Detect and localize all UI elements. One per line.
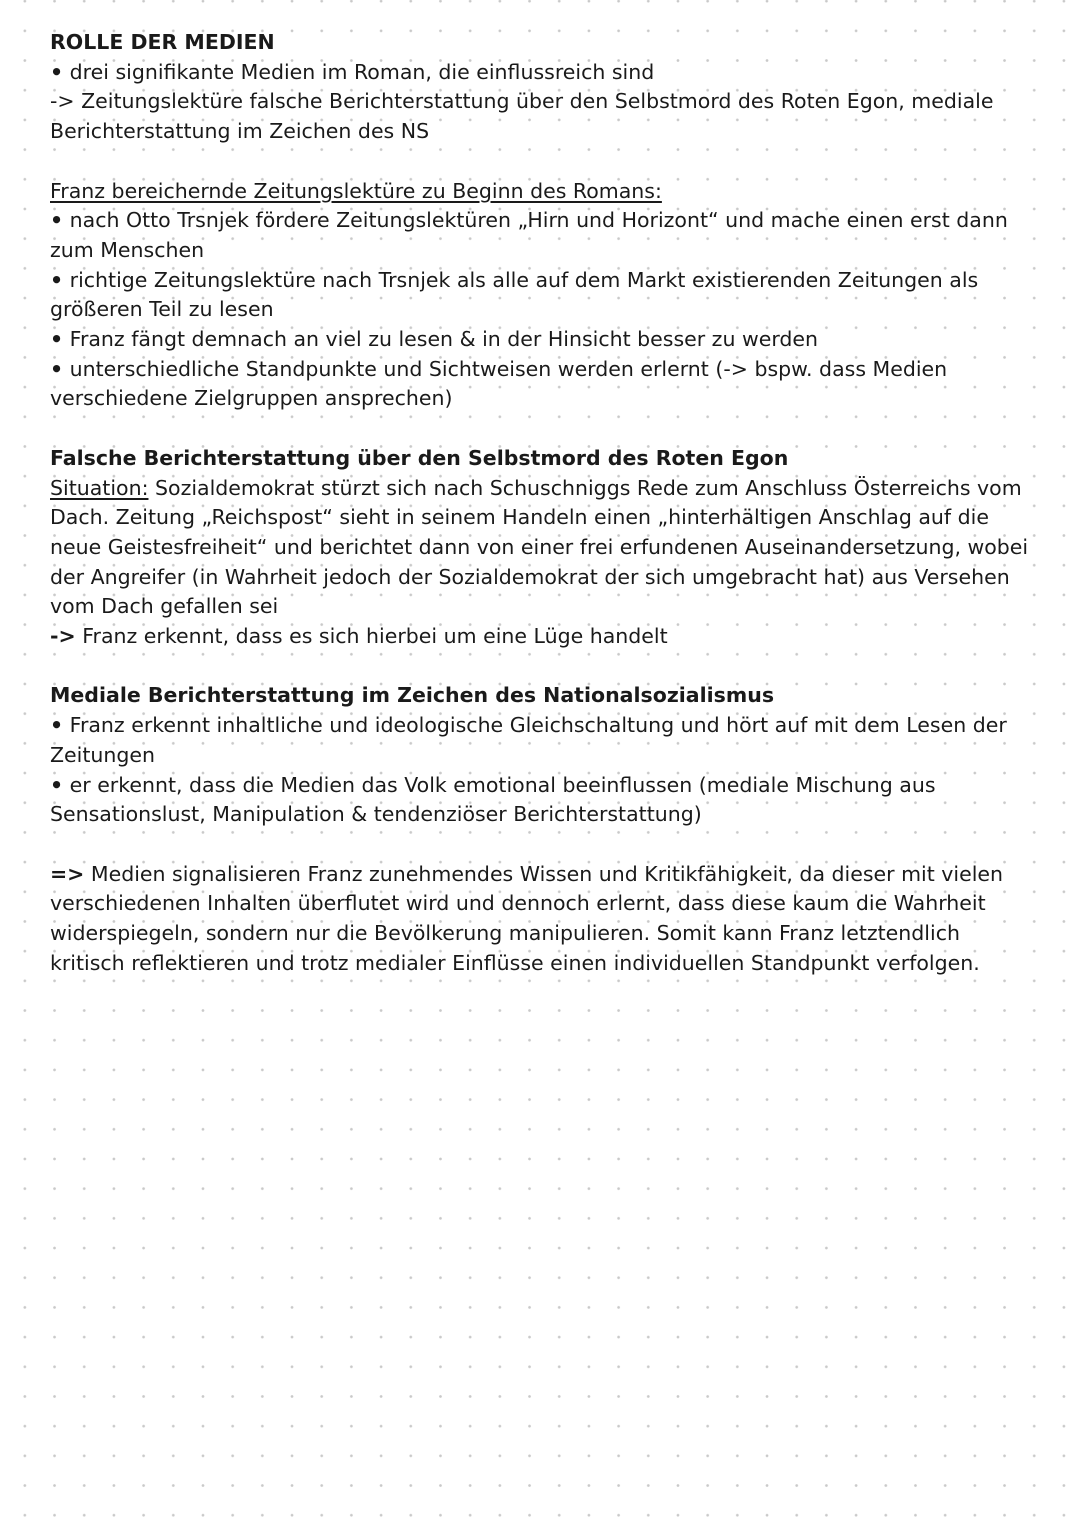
document-title: ROLLE DER MEDIEN <box>50 30 275 54</box>
summary-prefix: => <box>50 861 85 886</box>
intro-arrow-line <box>50 87 1040 146</box>
section3-bullet <box>50 711 1040 770</box>
bullet-dot: • <box>50 59 64 84</box>
section2-situation <box>50 474 1040 623</box>
intro-bullet <box>50 58 1040 88</box>
section1-bullet <box>50 266 1040 325</box>
intro-arrow-text: Zeitungslektüre falsche Berichterstattung über den Selbstmord des Roten Egon, mediale Berichterstattung im Zeichen des NS <box>50 89 994 144</box>
section1-bullet-text: nach Otto Trsnjek fördere Zeitungslektüren „Hirn und Horizont“ und mache einen erst dann zum Menschen <box>50 208 1008 262</box>
section1-bullet <box>50 325 1040 355</box>
bullet-dot: • <box>50 713 64 738</box>
situation-text: Sozialdemokrat stürzt sich nach Schuschniggs Rede zum Anschluss Österreichs vom Dach. Zeitung „Reichspost“ sieht in seinem Handeln einen „hinterhältigen Anschlag auf die neue Geistesfreiheit“ und berichtet dann von einer frei erfundenen Auseinandersetzung, wobei der Angreifer (in Wahrheit jedoch der Sozialdemokrat der sich umgebracht hat) aus Versehen vom Dach gefallen sei <box>50 475 1029 619</box>
spacer <box>50 147 1040 177</box>
section1-bullet <box>50 355 1040 414</box>
spacer <box>50 652 1040 682</box>
section1-bullet <box>50 206 1040 265</box>
bullet-dot: • <box>50 356 64 381</box>
bullet-dot: • <box>50 267 64 292</box>
arrow-prefix: -> <box>50 624 76 649</box>
section3-bullet-text: er erkennt, dass die Medien das Volk emotional beeinflussen (mediale Mischung aus Sensationslust, Manipulation & tendenziöser Berichterstattung) <box>50 772 936 827</box>
spacer <box>50 830 1040 860</box>
section2-conclusion <box>50 622 1040 652</box>
arrow-prefix: -> <box>50 89 75 114</box>
section1-heading: Franz bereichernde Zeitungslektüre zu Beginn des Romans: <box>50 178 662 203</box>
section1-bullet-text: unterschiedliche Standpunkte und Sichtweisen werden erlernt (-> bspw. dass Medien verschiedene Zielgruppen ansprechen) <box>50 356 948 411</box>
section3-bullet-text: Franz erkennt inhaltliche und ideologische Gleichschaltung und hört auf mit dem Lesen der Zeitungen <box>50 713 1007 767</box>
section1-bullet-text: richtige Zeitungslektüre nach Trsnjek als alle auf dem Markt existierenden Zeitungen als größeren Teil zu lesen <box>50 267 979 322</box>
intro-bullet-text: drei signifikante Medien im Roman, die einflussreich sind <box>69 59 655 84</box>
document-page <box>50 28 1040 978</box>
summary-paragraph <box>50 860 1040 979</box>
section3-heading: Mediale Berichterstattung im Zeichen des Nationalsozialismus <box>50 683 775 708</box>
bullet-dot: • <box>50 772 64 797</box>
bullet-dot: • <box>50 208 64 233</box>
summary-text: Medien signalisieren Franz zunehmendes Wissen und Kritikfähigkeit, da dieser mit vielen verschiedenen Inhalten überflutet wird und dennoch erlernt, dass diese kaum die Wahrheit widerspiegeln, sondern nur die Bevölkerung manipulieren. Somit kann Franz letztendlich kritisch reflektieren und trotz medialer Einflüsse einen individuellen Standpunkt verfolgen. <box>50 861 1004 975</box>
conclusion-text: Franz erkennt, dass es sich hierbei um eine Lüge handelt <box>82 624 668 649</box>
bullet-dot: • <box>50 327 64 352</box>
spacer <box>50 414 1040 444</box>
section1-bullet-text: Franz fängt demnach an viel zu lesen & in der Hinsicht besser zu werden <box>69 327 819 352</box>
section2-heading: Falsche Berichterstattung über den Selbstmord des Roten Egon <box>50 445 789 470</box>
situation-label: Situation: <box>50 475 149 500</box>
section3-bullet <box>50 771 1040 830</box>
